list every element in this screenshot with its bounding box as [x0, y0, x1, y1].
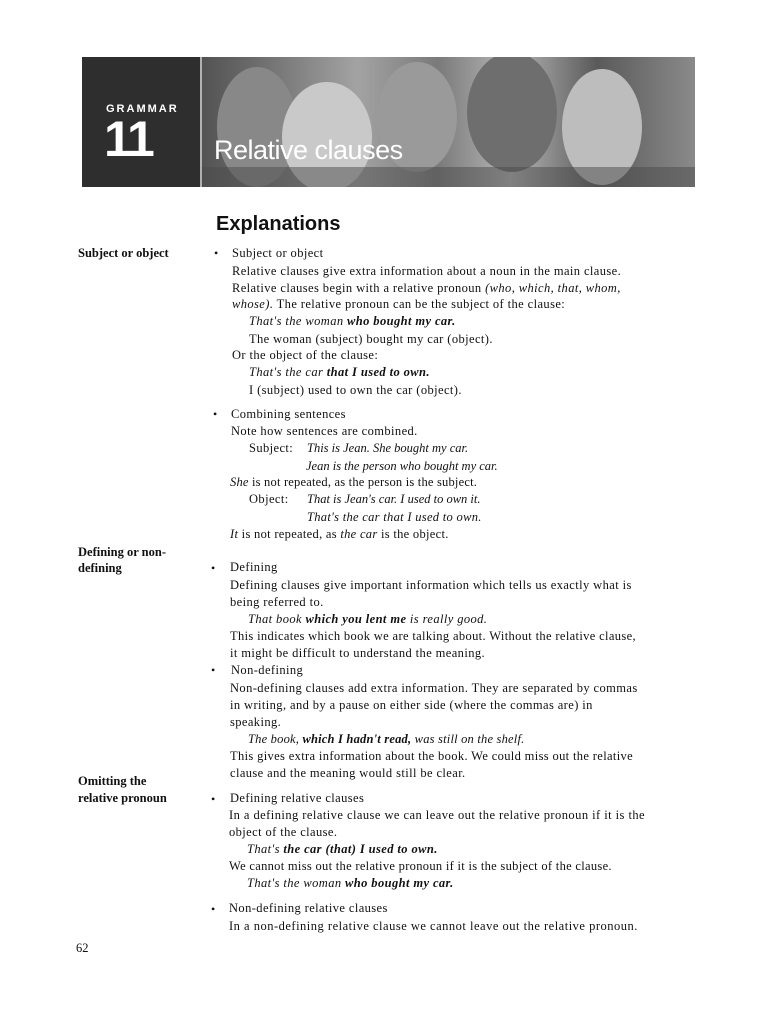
s4-line: speaking.	[230, 715, 282, 729]
side-heading-defining-1: Defining or non-	[78, 545, 166, 559]
s1-title: Subject or object	[232, 246, 324, 260]
s1-example: I (subject) used to own the car (object).	[249, 383, 462, 397]
s5-line: object of the clause.	[229, 825, 338, 839]
s5-title: Defining relative clauses	[230, 791, 365, 805]
side-heading-omitting-2: relative pronoun	[78, 791, 167, 805]
section-heading: Explanations	[216, 213, 341, 235]
s1-line: Relative clauses give extra information about a noun in the main clause.	[232, 264, 622, 278]
side-heading-subject-object: Subject or object	[78, 246, 169, 260]
s4-example: The book, which I hadn't read, was still on the shelf.	[248, 732, 525, 746]
s1-line: Or the object of the clause:	[232, 348, 379, 362]
s3-line: This indicates which book we are talking about. Without the relative clause,	[230, 629, 636, 643]
s4-line: Non-defining clauses add extra information. They are separated by commas	[230, 681, 638, 695]
banner-divider	[200, 57, 202, 187]
s3-line: being referred to.	[230, 595, 324, 609]
s5-line: We cannot miss out the relative pronoun if it is the subject of the clause.	[229, 859, 612, 873]
s1-example: The woman (subject) bought my car (object).	[249, 332, 493, 346]
s2-line: She is not repeated, as the person is the subject.	[230, 475, 478, 489]
bullet-icon: •	[211, 792, 216, 806]
banner-photo	[82, 57, 695, 187]
bullet-icon: •	[213, 407, 218, 421]
s3-line: it might be difficult to understand the meaning.	[230, 646, 486, 660]
page-number: 62	[76, 941, 89, 955]
s3-line: Defining clauses give important information which tells us exactly what is	[230, 578, 632, 592]
s3-example: That book which you lent me is really good.	[248, 612, 488, 626]
s6-line: In a non-defining relative clause we cannot leave out the relative pronoun.	[229, 919, 638, 933]
s6-title: Non-defining relative clauses	[229, 901, 388, 915]
s1-line: Relative clauses begin with a relative pronoun (who, which, that, whom,	[232, 281, 621, 295]
side-heading-omitting-1: Omitting the	[78, 774, 147, 788]
s2-subject-label: Subject:	[249, 441, 294, 455]
unit-title: Relative clauses	[214, 135, 403, 165]
s2-subject-example: This is Jean. She bought my car.	[307, 441, 469, 455]
s3-title: Defining	[230, 560, 278, 574]
s2-title: Combining sentences	[231, 407, 346, 421]
s2-object-example: That's the car that I used to own.	[307, 510, 482, 524]
s1-example: That's the woman who bought my car.	[249, 314, 456, 328]
bullet-icon: •	[211, 663, 216, 677]
s4-title: Non-defining	[231, 663, 304, 677]
s4-line: clause and the meaning would still be clear.	[230, 766, 466, 780]
s1-example: That's the car that I used to own.	[249, 365, 430, 379]
s4-line: in writing, and by a pause on either side (where the commas are) in	[230, 698, 593, 712]
s4-line: This gives extra information about the book. We could miss out the relative	[230, 749, 634, 763]
s5-example: That's the car (that) I used to own.	[247, 842, 438, 856]
grammar-label: GRAMMAR	[106, 103, 179, 115]
s2-line: It is not repeated, as the car is the object.	[230, 527, 449, 541]
unit-banner	[82, 57, 695, 187]
s1-line: whose). The relative pronoun can be the subject of the clause:	[232, 297, 566, 311]
s2-line: Note how sentences are combined.	[231, 424, 418, 438]
bullet-icon: •	[211, 561, 216, 575]
s2-object-label: Object:	[249, 492, 289, 506]
unit-number: 11	[104, 111, 153, 167]
side-heading-defining-2: defining	[78, 561, 122, 575]
s5-example: That's the woman who bought my car.	[247, 876, 454, 890]
bullet-icon: •	[214, 246, 219, 260]
s2-subject-example: Jean is the person who bought my car.	[306, 459, 498, 473]
bullet-icon: •	[211, 902, 216, 916]
s2-object-example: That is Jean's car. I used to own it.	[307, 492, 481, 506]
s5-line: In a defining relative clause we can leave out the relative pronoun if it is the	[229, 808, 646, 822]
